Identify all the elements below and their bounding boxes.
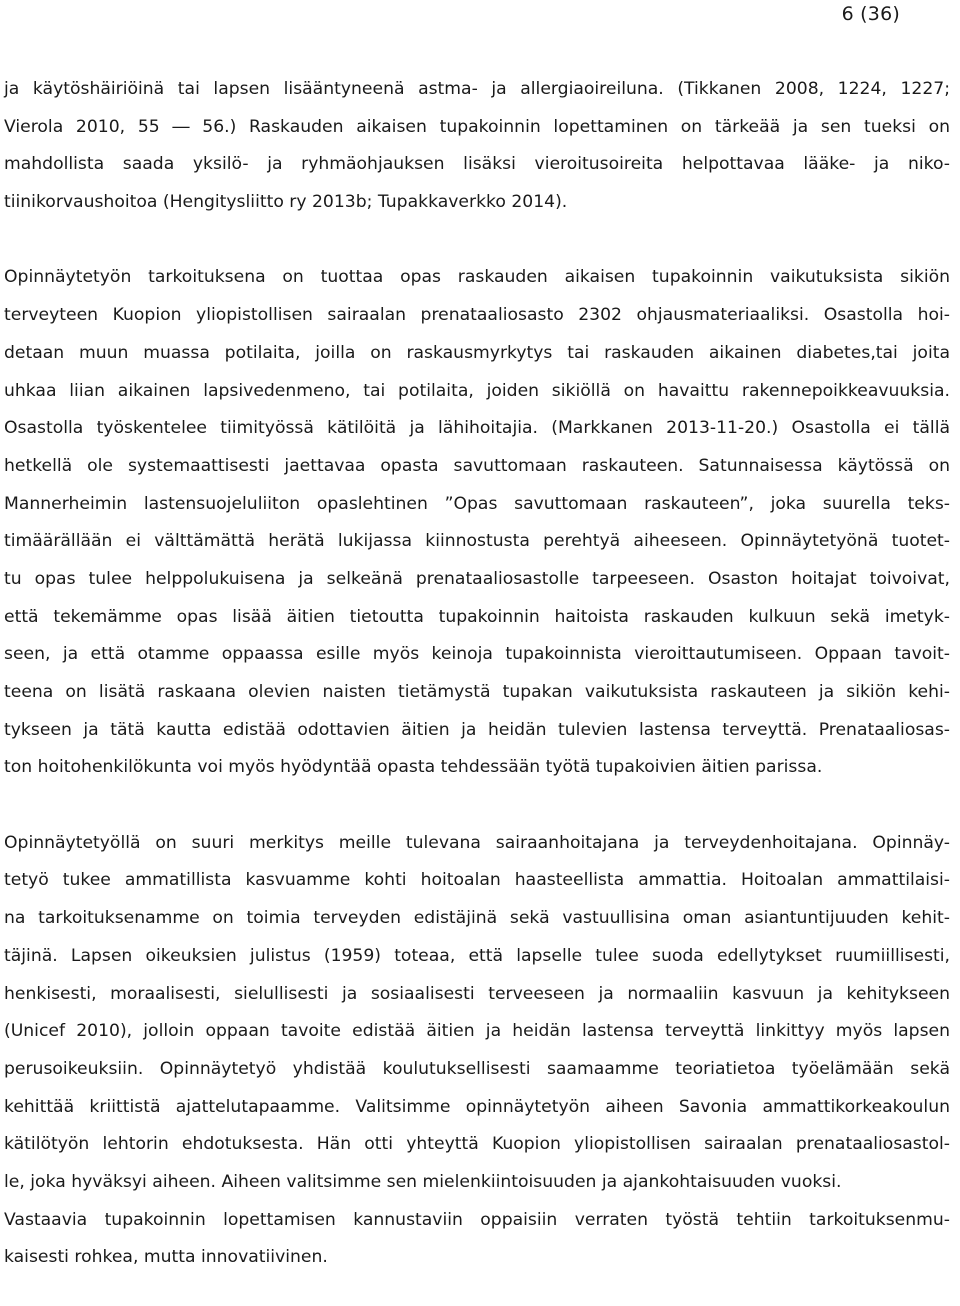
text-line: Osastolla työskentelee tiimityössä kätilöitä ja lähihoitajia. (Markkanen 2013-11-20.) Osastolla ei tällä — [4, 418, 950, 439]
text-line: tykseen ja tätä kautta edistää odottavien äitien ja heidän tulevien lastensa terveyttä. Prenataaliosas- — [4, 719, 950, 740]
text-line: le, joka hyväksyi aiheen. Aiheen valitsimme sen mielenkiintoisuuden ja ajankohtaisuuden vuoksi. — [4, 1171, 842, 1192]
text-line: henkisesti, moraalisesti, sielullisesti ja sosiaalisesti terveeseen ja normaaliin kasvuun ja kehitykseen — [4, 983, 950, 1004]
text-line: terveyteen Kuopion yliopistollisen sairaalan prenataaliosasto 2302 ohjausmateriaaliksi. Osastolla hoi- — [4, 305, 950, 326]
text-line: Vastaavia tupakoinnin lopettamisen kannustaviin oppaisiin verraten työstä tehtiin tarkoituksenmu- — [4, 1209, 950, 1230]
paragraph-gap — [4, 222, 950, 260]
text-line: tetyö tukee ammatillista kasvuamme kohti hoitoalan haasteellista ammattia. Hoitoalan ammattilaisi- — [4, 870, 950, 891]
paragraph-2 — [4, 259, 950, 787]
text-line: ton hoitohenkilökunta voi myös hyödyntää opasta tehdessään työtä tupakoivien äitien parissa. — [4, 757, 823, 778]
text-line: seen, ja että otamme oppaassa esille myös keinoja tupakoinnista vieroittautumiseen. Oppaan tavoit- — [4, 644, 950, 665]
text-line: hetkellä ole systemaattisesti jaettavaa opasta savuttomaan raskauteen. Satunnaisessa käytössä on — [4, 455, 950, 476]
text-line: tu opas tulee helppolukuisena ja selkeänä prenataaliosastolle tarpeeseen. Osaston hoitajat toivoivat, — [4, 568, 950, 589]
text-line: Vierola 2010, 55 ― 56.) Raskauden aikaisen tupakoinnin lopettaminen on tärkeää ja sen tueksi on — [4, 116, 950, 137]
text-line: mahdollista saada yksilö- ja ryhmäohjauksen lisäksi vieroitusoireita helpottavaa lääke- ja niko- — [4, 154, 950, 175]
text-line: kaisesti rohkea, mutta innovatiivinen. — [4, 1247, 328, 1268]
page-number: 6 (36) — [841, 3, 900, 25]
text-line: että tekemämme opas lisää äitien tietoutta tupakoinnin haitoista raskauden kulkuun sekä imetyk- — [4, 606, 950, 627]
text-line: Opinnäytetyön tarkoituksena on tuottaa opas raskauden aikaisen tupakoinnin vaikutuksista sikiön — [4, 267, 950, 288]
text-line: teena on lisätä raskaana olevien naisten tietämystä tupakan vaikutuksista raskauteen ja sikiön kehi- — [4, 682, 950, 702]
text-line: Opinnäytetyöllä on suuri merkitys meille tulevana sairaanhoitajana ja terveydenhoitajana. Opinnäy- — [4, 832, 950, 853]
paragraph-gap — [4, 787, 950, 825]
paragraph-1 — [4, 71, 950, 222]
text-line: timäärällään ei välttämättä herätä lukijassa kiinnostusta perehtyä aiheeseen. Opinnäytetyönä tuotet- — [4, 531, 950, 552]
text-line: Mannerheimin lastensuojeluliiton opaslehtinen ”Opas savuttomaan raskauteen”, joka suurella teks- — [4, 493, 950, 514]
paragraph-3 — [4, 825, 950, 1277]
text-line: perusoikeuksiin. Opinnäytetyö yhdistää koulutuksellisesti saamaamme teoriatietoa työelämään sekä — [4, 1058, 950, 1079]
text-line: detaan muun muassa potilaita, joilla on raskausmyrkytys tai raskauden aikainen diabetes,tai joita — [4, 342, 950, 363]
text-line: tiinikorvaushoitoa (Hengitysliitto ry 2013b; Tupakkaverkko 2014). — [4, 192, 568, 213]
document-body — [4, 71, 950, 1277]
text-line: uhkaa liian aikainen lapsivedenmeno, tai potilaita, joiden sikiöllä on havaittu rakennepoikkeavuuksia. — [4, 380, 950, 401]
text-line: ja käytöshäiriöinä tai lapsen lisääntyneenä astma- ja allergiaoireiluna. (Tikkanen 2008, 1224, 1227; — [4, 79, 950, 99]
text-line: täjinä. Lapsen oikeuksien julistus (1959) toteaa, että lapselle tulee suoda edellytykset ruumiillisesti, — [4, 945, 950, 966]
text-line: kätilötyön lehtorin ehdotuksesta. Hän otti yhteyttä Kuopion yliopistollisen sairaalan prenataaliosastol- — [4, 1134, 950, 1155]
text-line: na tarkoituksenamme on toimia terveyden edistäjinä sekä vastuullisina oman asiantuntijuuden kehit- — [4, 908, 950, 929]
text-line: (Unicef 2010), jolloin oppaan tavoite edistää äitien ja heidän lastensa terveyttä linkittyy myös lapsen — [4, 1021, 950, 1042]
text-line: kehittää kriittistä ajattelutapaamme. Valitsimme opinnäytetyön aiheen Savonia ammattikorkeakoulun — [4, 1096, 950, 1117]
